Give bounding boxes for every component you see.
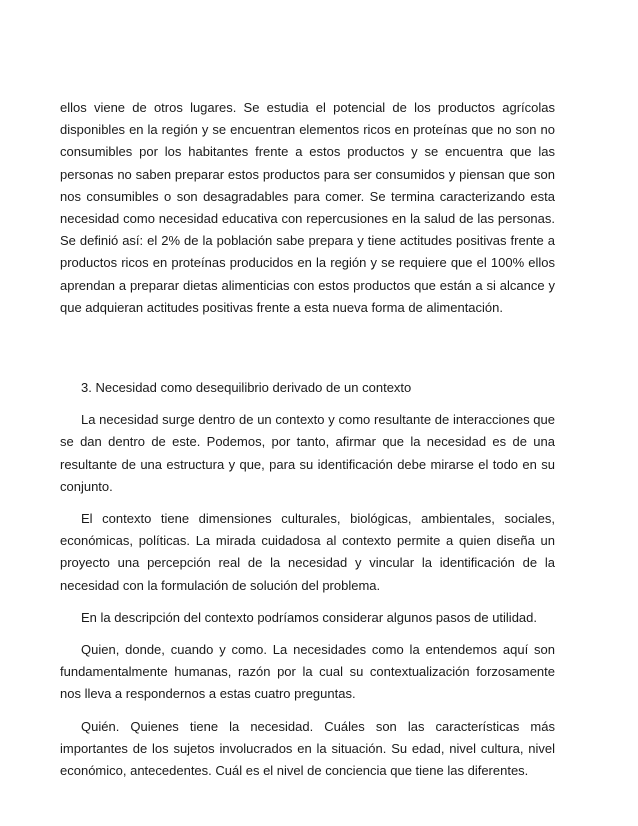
paragraph-2: El contexto tiene dimensiones culturales, biológicas, ambientales, sociales, económicas, políticas. La mirada cuidadosa al contexto permite a quien diseña un proyecto una percepción real de la necesidad y vincular la identificación de la necesidad con la formulación de solución del problema. — [60, 511, 555, 593]
paragraph-4: Quien, donde, cuando y como. La necesidades como la entendemos aquí son fundamentalmente humanas, razón por la cual su contextualización forzosamente nos lleva a respondernos a estas cuatro preguntas. — [60, 642, 555, 702]
spacer — [60, 498, 555, 508]
spacer — [60, 597, 555, 607]
spacer — [60, 399, 555, 409]
paragraph-5: Quién. Quienes tiene la necesidad. Cuáles son las características más importantes de los sujetos involucrados en la situación. Su edad, nivel cultura, nivel económico, antecedentes. Cuál es el nivel de conciencia que tiene las diferentes. — [60, 718, 555, 779]
paragraph-1: La necesidad surge dentro de un contexto y como resultante de interacciones que se dan dentro de este. Podemos, por tanto, afirmar que la necesidad es de una resultante de una estructura y que, para su identificación debe mirarse el todo en su conjunto. — [60, 412, 555, 494]
spacer — [60, 706, 555, 716]
paragraph-3: En la descripción del contexto podríamos considerar algunos pasos de utilidad. — [81, 609, 537, 625]
spacer — [60, 319, 555, 377]
document-page — [60, 97, 555, 782]
section-heading: 3. Necesidad como desequilibrio derivado de un contexto — [81, 380, 412, 396]
spacer — [60, 629, 555, 639]
paragraph-continuation: ellos viene de otros lugares. Se estudia el potencial de los productos agrícolas disponibles en la región y se encuentran elementos ricos en proteínas que no son no consumibles por los habitantes frente a estos productos y se encuentra que las personas no saben preparar estos productos para ser consumidos y piensan que son nos consumibles o son desagradables para comer. Se termina caracterizando esta necesidad como necesidad educativa con repercusiones en la salud de las personas. Se definió así: el 2% de la población sabe prepara y tiene actitudes positivas frente a productos ricos en proteínas producidos en la región y se requiere que el 100% ellos aprendan a preparar dietas alimenticias con estos productos que están a si alcance y que adquieran actitudes positivas frente a esta nueva forma de alimentación. — [60, 100, 555, 315]
